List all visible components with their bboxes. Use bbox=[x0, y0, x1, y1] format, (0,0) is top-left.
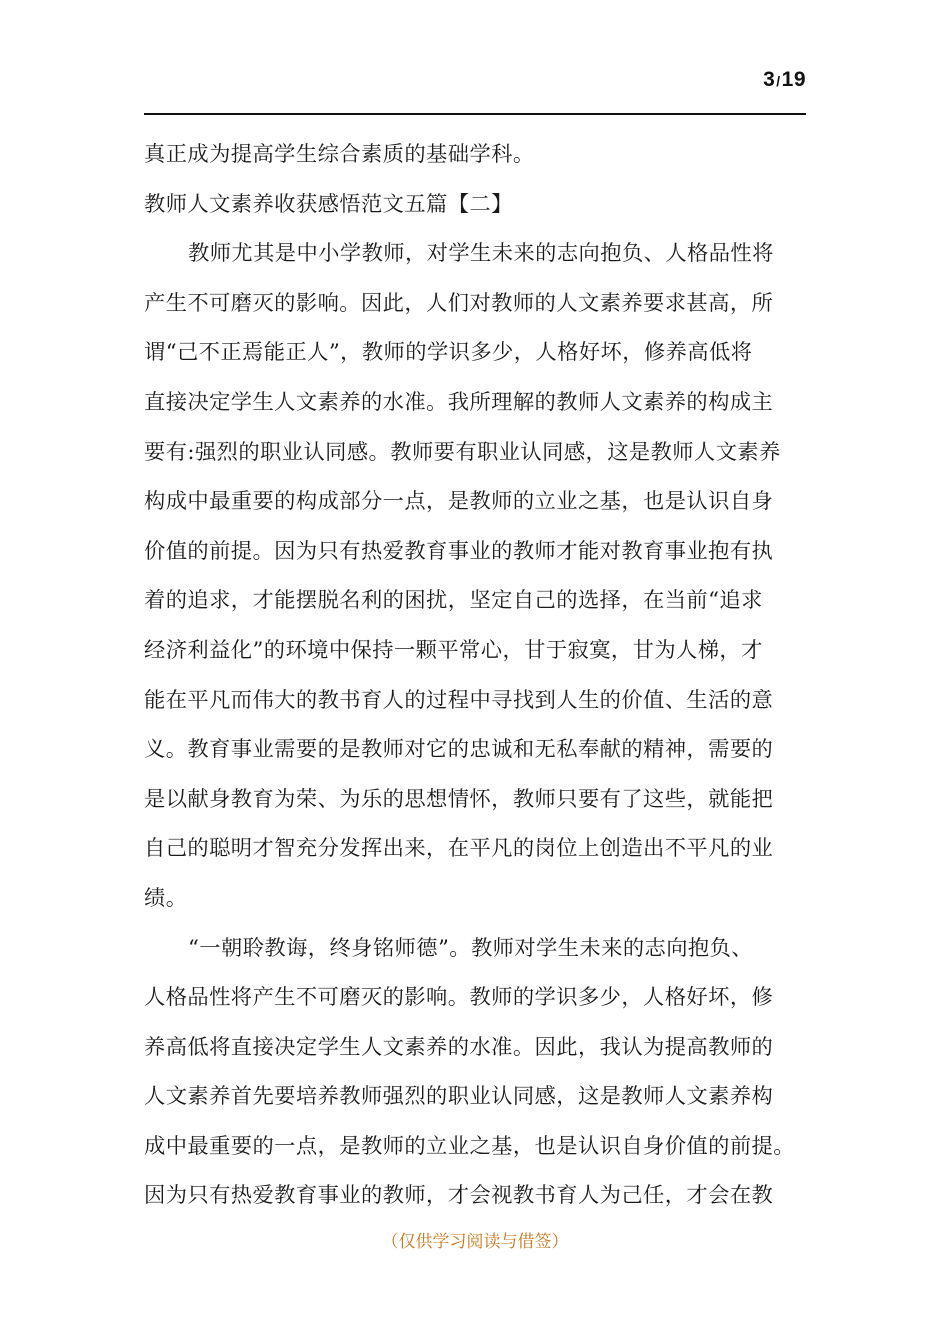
header-rule bbox=[144, 113, 806, 115]
text-line: 谓“己不正焉能正人”，教师的学识多少，人格好坏，修养高低将 bbox=[144, 340, 753, 366]
text-line: 绩。 bbox=[144, 885, 188, 911]
text-line: 人格品性将产生不可磨灭的影响。教师的学识多少，人格好坏，修 bbox=[144, 985, 774, 1011]
text-line: 产生不可磨灭的影响。因此，人们对教师的人文素养要求甚高，所 bbox=[144, 290, 774, 316]
page-number bbox=[763, 68, 806, 92]
text-line: 经济利益化”的环境中保持一颗平常心，甘于寂寞，甘为人梯，才 bbox=[144, 637, 763, 663]
text-line: 能在平凡而伟大的教书育人的过程中寻找到人生的价值、生活的意 bbox=[144, 687, 774, 713]
page-total: 19 bbox=[781, 68, 806, 91]
text-line: 真正成为提高学生综合素质的基础学科。 bbox=[144, 142, 535, 167]
text-line: 义。教育事业需要的是教师对它的忠诚和无私奉献的精神，需要的 bbox=[144, 737, 774, 763]
document-body bbox=[144, 130, 806, 1221]
text-line: 是以献身教育为荣、为乐的思想情怀，教师只要有了这些，就能把 bbox=[144, 786, 774, 812]
text-line: 养高低将直接决定学生人文素养的水准。因此，我认为提高教师的 bbox=[144, 1034, 774, 1060]
footer-note: （仅供学习阅读与借签） bbox=[381, 1232, 569, 1252]
text-line: 教师人文素养收获感悟范文五篇【二】 bbox=[144, 191, 513, 217]
text-line: “一朝聆教诲，终身铭师德”。教师对学生未来的志向抱负、 bbox=[188, 935, 753, 961]
text-line: 人文素养首先要培养教师强烈的职业认同感，这是教师人文素养构 bbox=[144, 1084, 774, 1110]
text-line: 构成中最重要的构成部分一点，是教师的立业之基，也是认识自身 bbox=[144, 489, 774, 515]
text-line: 自己的聪明才智充分发挥出来，在平凡的岗位上创造出不平凡的业 bbox=[144, 836, 774, 862]
text-line: 要有:强烈的职业认同感。教师要有职业认同感，这是教师人文素养 bbox=[144, 439, 781, 465]
text-line: 着的追求，才能摆脱名利的困扰，坚定自己的选择，在当前“追求 bbox=[144, 588, 763, 614]
page-current: 3 bbox=[763, 68, 776, 91]
text-line: 直接决定学生人文素养的水准。我所理解的教师人文素养的构成主 bbox=[144, 389, 774, 415]
text-line: 教师尤其是中小学教师，对学生未来的志向抱负、人格品性将 bbox=[188, 241, 774, 267]
page-separator: / bbox=[776, 73, 781, 89]
text-line: 成中最重要的一点，是教师的立业之基，也是认识自身价值的前提。 bbox=[144, 1133, 795, 1159]
text-line: 价值的前提。因为只有热爱教育事业的教师才能对教育事业抱有执 bbox=[144, 538, 774, 564]
text-line: 因为只有热爱教育事业的教师，才会视教书育人为己任，才会在教 bbox=[144, 1183, 774, 1209]
